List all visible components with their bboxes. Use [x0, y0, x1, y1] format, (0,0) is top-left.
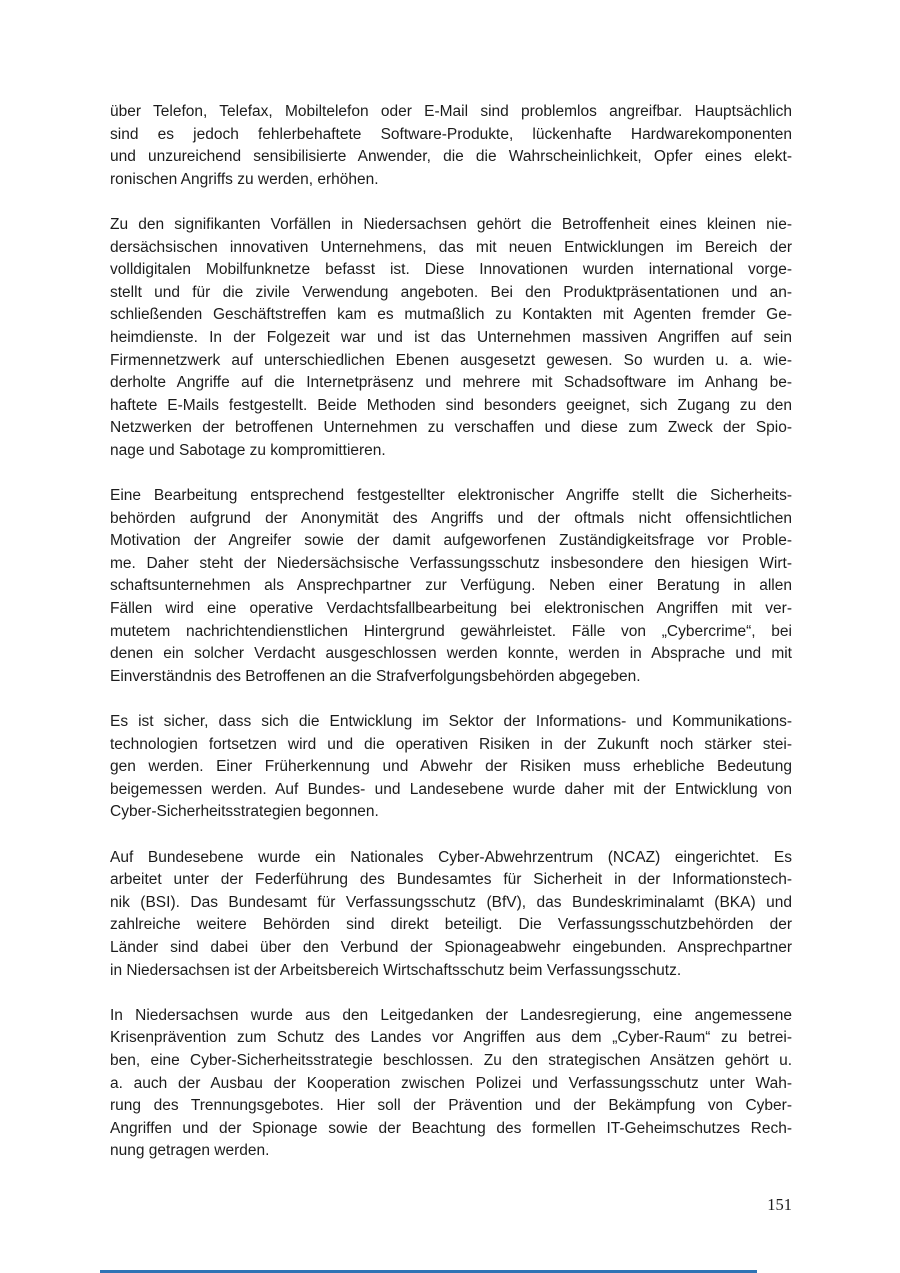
- text-line: denen ein solcher Verdacht ausgeschlossen werden konnte, werden in Absprache und mit: [110, 645, 792, 663]
- paragraph: [110, 485, 792, 688]
- text-line: me. Daher steht der Niedersächsische Verfassungsschutz insbesondere den hiesigen Wirt-: [110, 554, 792, 572]
- text-line: technologien fortsetzen wird und die operativen Risiken in der Zukunft noch stärker stei-: [110, 735, 792, 753]
- paragraph: [110, 711, 792, 824]
- text-line: schließenden Geschäftstreffen kam es mutmaßlich zu Kontakten mit Agenten fremder Ge-: [110, 306, 792, 324]
- text-line: und unzureichend sensibilisierte Anwender, die die Wahrscheinlichkeit, Opfer eines elekt-: [110, 148, 792, 166]
- text-line: nung getragen werden.: [110, 1142, 270, 1160]
- text-line: Es ist sicher, dass sich die Entwicklung im Sektor der Informations- und Kommunikations-: [110, 713, 792, 731]
- text-line: nik (BSI). Das Bundesamt für Verfassungsschutz (BfV), das Bundeskriminalamt (BKA) und: [110, 893, 792, 911]
- text-line: Angriffen und der Spionage sowie der Beachtung des formellen IT-Geheimschutzes Rech-: [110, 1119, 792, 1137]
- text-line: derholte Angriffe auf die Internetpräsenz und mehrere mit Schadsoftware im Anhang be-: [110, 374, 792, 392]
- text-line: sind es jedoch fehlerbehaftete Software-Produkte, lückenhafte Hardwarekomponenten: [110, 125, 792, 143]
- text-line: haftete E-Mails festgestellt. Beide Methoden sind besonders geeignet, sich Zugang zu den: [110, 396, 792, 414]
- text-line: heimdienste. In der Folgezeit war und ist das Unternehmen massiven Angriffen auf sein: [110, 328, 792, 346]
- text-line: gen werden. Einer Früherkennung und Abwehr der Risiken muss erhebliche Bedeutung: [110, 758, 792, 776]
- text-line: Netzwerken der betroffenen Unternehmen zu verschaffen und diese zum Zweck der Spio-: [110, 419, 792, 437]
- text-line: ben, eine Cyber-Sicherheitsstrategie beschlossen. Zu den strategischen Ansätzen gehört u.: [110, 1051, 792, 1069]
- text-line: zahlreiche weitere Behörden sind direkt beteiligt. Die Verfassungsschutzbehörden der: [110, 916, 792, 934]
- text-line: ronischen Angriffs zu werden, erhöhen.: [110, 170, 379, 188]
- paragraph: [110, 101, 792, 191]
- text-line: dersächsischen innovativen Unternehmens, das mit neuen Entwicklungen im Bereich der: [110, 238, 792, 256]
- text-line: Krisenprävention zum Schutz des Landes vor Angriffen aus dem „Cyber-Raum“ zu betrei-: [110, 1029, 792, 1047]
- text-line: Auf Bundesebene wurde ein Nationales Cyber-Abwehrzentrum (NCAZ) eingerichtet. Es: [110, 848, 792, 866]
- paragraph: [110, 847, 792, 983]
- text-line: Firmennetzwerk auf unterschiedlichen Ebenen ausgesetzt gewesen. So wurden u. a. wie-: [110, 351, 792, 369]
- text-line: arbeitet unter der Federführung des Bundesamtes für Sicherheit in der Informationstech-: [110, 871, 792, 889]
- text-line: schaftsunternehmen als Ansprechpartner zur Verfügung. Neben einer Beratung in allen: [110, 577, 792, 595]
- paragraph: [110, 1005, 792, 1163]
- text-line: stellt und für die zivile Verwendung angeboten. Bei den Produktpräsentationen und an-: [110, 283, 792, 301]
- text-line: In Niedersachsen wurde aus den Leitgedanken der Landesregierung, eine angemessene: [110, 1006, 792, 1024]
- text-line: Fällen wird eine operative Verdachtsfallbearbeitung bei elektronischen Angriffen mit ver-: [110, 600, 792, 618]
- text-line: behörden aufgrund der Anonymität des Angriffs und der oftmals nicht offensichtlichen: [110, 509, 792, 527]
- text-body: [110, 101, 792, 1186]
- text-line: Cyber-Sicherheitsstrategien begonnen.: [110, 803, 379, 821]
- text-line: Motivation der Angreifer sowie der damit aufgeworfenen Zuständigkeitsfrage vor Proble-: [110, 532, 792, 550]
- text-line: rung des Trennungsgebotes. Hier soll der Prävention und der Bekämpfung von Cyber-: [110, 1097, 792, 1115]
- text-line: volldigitalen Mobilfunknetze befasst ist. Diese Innovationen wurden international vorge-: [110, 261, 792, 279]
- text-line: Zu den signifikanten Vorfällen in Niedersachsen gehört die Betroffenheit eines kleinen nie-: [110, 215, 792, 233]
- text-line: Eine Bearbeitung entsprechend festgestellter elektronischer Angriffe stellt die Sicherheits-: [110, 487, 792, 505]
- text-line: nage und Sabotage zu kompromittieren.: [110, 441, 386, 459]
- text-line: a. auch der Ausbau der Kooperation zwischen Polizei und Verfassungsschutz unter Wah-: [110, 1074, 792, 1092]
- page-number: 151: [767, 1195, 792, 1214]
- text-line: über Telefon, Telefax, Mobiltelefon oder E-Mail sind problemlos angreifbar. Hauptsächlich: [110, 103, 792, 120]
- text-line: Länder sind dabei über den Verbund der Spionageabwehr eingebunden. Ansprechpartner: [110, 938, 792, 956]
- text-line: in Niedersachsen ist der Arbeitsbereich Wirtschaftsschutz beim Verfassungsschutz.: [110, 961, 682, 979]
- text-line: mutetem nachrichtendienstlichen Hintergrund gewährleistet. Fälle von „Cybercrime“, bei: [110, 622, 792, 640]
- paragraph: [110, 214, 792, 463]
- text-line: Einverständnis des Betroffenen an die Strafverfolgungsbehörden abgegeben.: [110, 667, 641, 685]
- text-line: beigemessen werden. Auf Bundes- und Landesebene wurde daher mit der Entwicklung von: [110, 780, 792, 798]
